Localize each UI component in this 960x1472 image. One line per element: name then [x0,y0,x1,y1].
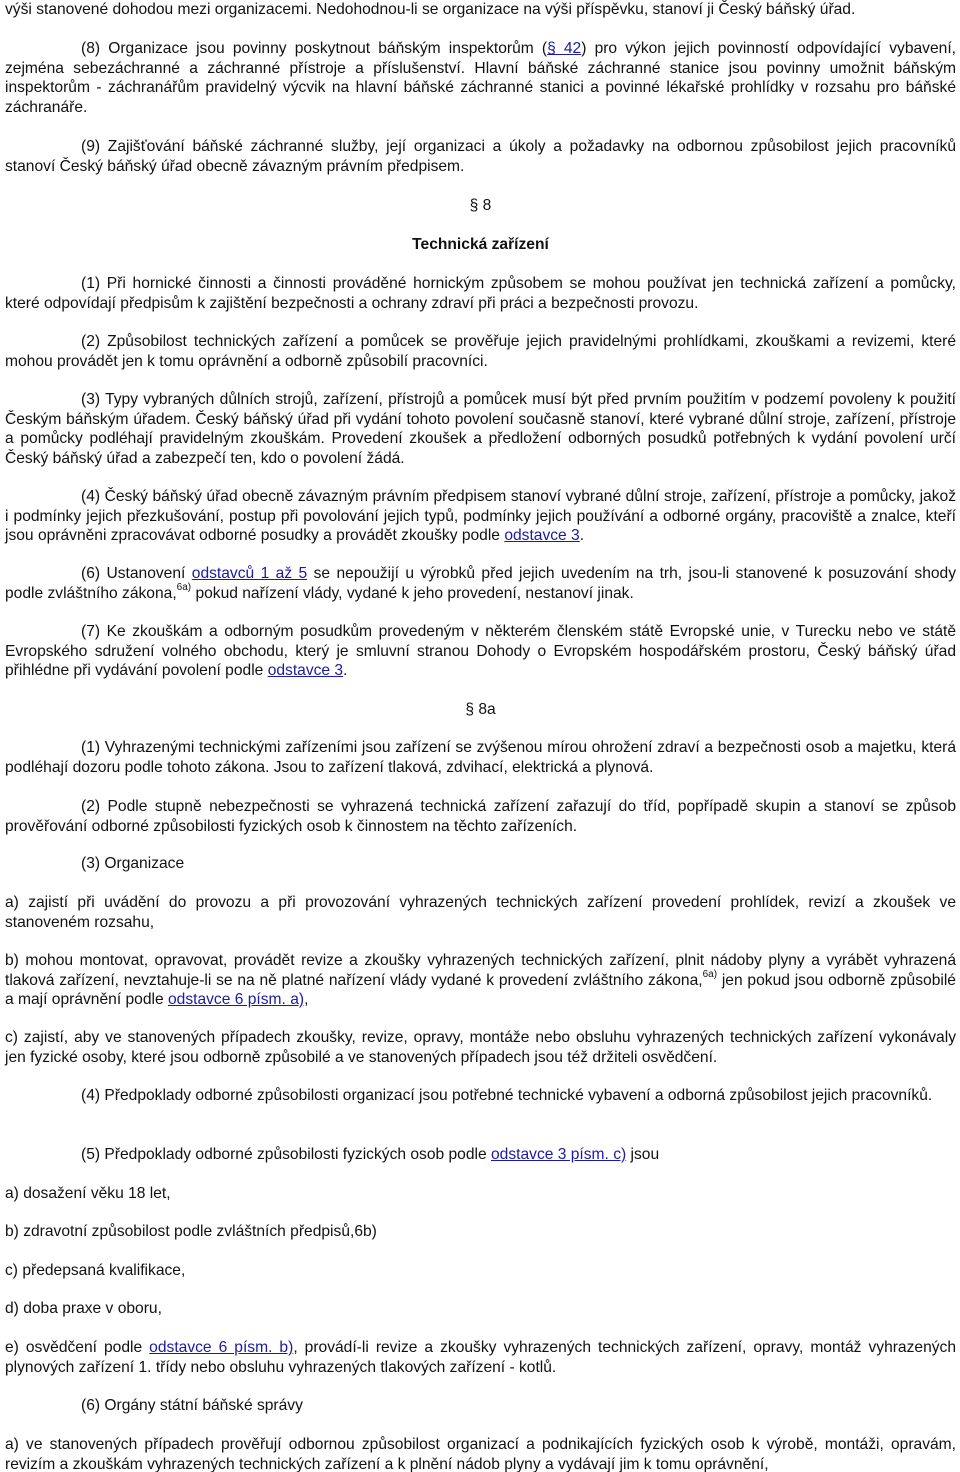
section-8a-number: § 8a [465,701,496,718]
sec8-paragraph-2: (2) Způsobilost technických zařízení a pomůcek se prověřuje jejich pravidelnými prohlídkami, zkouškami a revizemi, které mohou provádět jen k tomu oprávnění a odborně způsobilí pracovníci. [5,333,956,370]
sec8a-odstavce-6b-link[interactable]: odstavce 6 písm. b) [149,1339,294,1356]
sec8a-paragraph-5: (5) Předpoklady odborné způsobilosti fyzických osob podle odstavce 3 písm. c) jsou [81,1146,660,1163]
footnote-ref-6a: 6a) [176,582,192,594]
sec8a-paragraph-4: (4) Předpoklady odborné způsobilosti organizací jsou potřebné technické vybavení a odborná způsobilost jejich pracovníků. [81,1087,933,1104]
section-8-title: Technická zařízení [412,236,549,253]
sec8a-p3-item-b: b) mohou montovat, opravovat, provádět revize a zkoušky vyhrazených technických zařízení, plnit nádoby plyny a vyrábět vyhrazená tlaková zařízení, nevztahuje-li se na ně platné nařízení vlády vydané k provedení zvláštního zákona,$^{6a)}$ jen pokud jsou odborně způsobilé a mají oprávnění podle odstavce 6 písm. a), [5,952,956,1008]
sec8-paragraph-4: (4) Český báňský úřad obecně závazným právním předpisem stanoví vybrané důlní stroje, zařízení, přístroje a pomůcky, jakož i podmínky jejich přezkušování, postup při povolování jejich typů, podmínky jejich používání a odborné orgány, pracoviště a znalce, kteří jsou oprávněni zpracovávat odborné posudky a provádět zkoušky podle odstavce 3. [5,488,956,544]
paragraph-9: (9) Zajišťování báňské záchranné služby, její organizaci a úkoly a požadavky na odbornou způsobilost jejich pracovníků stanoví Český báňský úřad obecně závazným právním předpisem. [5,138,956,175]
sec8a-p3-item-c: c) zajistí, aby ve stanovených případech zkoušky, revize, opravy, montáže nebo obsluhu vyhrazených technických zařízení vykonávaly jen fyzické osoby, které jsou odborně způsobilé a ve stanovených případech jsou též držiteli osvědčení. [5,1029,956,1066]
sec8-p4-odstavce-3-link[interactable]: odstavce 3 [504,527,580,544]
footnote-ref-6a-2: 6a) [702,969,718,981]
sec8a-odstavce-6a-link[interactable]: odstavce 6 písm. a) [167,991,305,1008]
sec8a-paragraph-6-intro: (6) Orgány státní báňské správy [81,1397,303,1414]
sec8a-p6-item-a: a) ve stanovených případech prověřují odbornou způsobilost organizací a podnikajících fyzických osob k výrobě, montáži, opravám, revizím a zkouškám vyhrazených technických zařízení a k plnění nádob plyny a vydávají jim k tomu oprávnění, [5,1436,956,1472]
section-42-link[interactable]: § 42 [547,40,582,57]
sec8a-odstavce-3c-link[interactable]: odstavce 3 písm. c) [491,1146,627,1163]
sec8a-p5-item-e: e) osvědčení podle odstavce 6 písm. b), provádí-li revize a zkoušky vyhrazených technických zařízení, opravy, montáž vyhrazených plynových zařízení 1. třídy nebo obsluhu vyhrazených tlakových zařízení - kotlů. [5,1339,957,1376]
sec8a-paragraph-1: (1) Vyhrazenými technickými zařízeními jsou zařízení se zvýšenou mírou ohrožení zdraví a bezpečnosti osob a majetku, která podléhají dozoru podle tohoto zákona. Jsou to zařízení tlaková, zdvihací, elektrická a plynová. [5,739,956,776]
sec8a-p5-item-b: b) zdravotní způsobilost podle zvláštních předpisů,6b) [5,1223,377,1240]
sec8-paragraph-6: (6) Ustanovení odstavců 1 až 5 se nepoužijí u výrobků před jejich uvedením na trh, jsou-li stanovené k posuzování shody podle zvláštního zákona,$^{6a)}$ pokud nařízení vlády, vydané k jeho provedení, nestanoví jinak. [5,565,957,602]
sec8-p7-odstavce-3-link[interactable]: odstavce 3 [267,662,344,679]
sec8-p6-odstavcu-1-5-link[interactable]: odstavců 1 až 5 [191,565,308,582]
paragraph-8: (8) Organizace jsou povinny poskytnout báňským inspektorům (§ 42) pro výkon jejich povinností odpovídající vybavení, zejména sebezáchranné a záchranné přístroje a příslušenství. Hlavní báňské záchranné stanice jsou povinny umožnit báňským inspektorům - záchranářům pravidelný výcvik na hlavní báňské záchranné stanici a povinné lékařské prohlídky v rozsahu pro báňské záchranáře. [5,40,956,116]
sec8-paragraph-3: (3) Typy vybraných důlních strojů, zařízení, přístrojů a pomůcek musí být před prvním použitím v podzemí povoleny k použití Českým báňským úřadem. Český báňský úřad při vydání tohoto povolení současně stanoví, které vybrané důlní stroje, zařízení, přístroje a pomůcky podléhají pravidelným zkouškám. Provedení zkoušek a předložení odborných posudků potřebných k vydání povolení určí Český báňský úřad a zabezpečí ten, kdo o povolení žádá. [5,391,956,467]
section-8-number: § 8 [469,197,492,214]
sec8a-p5-item-c: c) předepsaná kvalifikace, [5,1262,186,1279]
sec8a-p3-item-a: a) zajistí při uvádění do provozu a při provozování vyhrazených technických zařízení provedení prohlídek, revizí a zkoušek ve stanoveném rozsahu, [5,894,956,931]
sec8a-p5-item-d: d) doba praxe v oboru, [5,1300,162,1317]
sec8a-paragraph-2: (2) Podle stupně nebezpečnosti se vyhrazená technická zařízení zařazují do tříd, popřípadě skupin a stanoví se způsob prověřování odborné způsobilosti fyzických osob k činnostem na těchto zařízeních. [5,798,956,835]
sec8-paragraph-1: (1) Při hornické činnosti a činnosti prováděné hornickým způsobem se mohou používat jen technická zařízení a pomůcky, které odpovídají předpisům k zajištění bezpečnosti a ochrany zdraví při práci a bezpečnosti provozu. [5,275,956,312]
sec8a-paragraph-3-intro: (3) Organizace [81,855,185,872]
paragraph-top: výši stanovené dohodou mezi organizacemi. Nedohodnou-li se organizace na výši příspěvku, stanoví ji Český báňský úřad. [5,1,856,18]
sec8-paragraph-7: (7) Ke zkouškám a odborným posudkům provedeným v některém členském státě Evropské unie, v Turecku nebo ve státě Evropského sdružení volného obchodu, který je smluvní stranou Dohody o Evropském hospodářském prostoru, Český báňský úřad přihlédne při vydávání povolení podle odstavce 3. [5,623,956,679]
sec8a-p5-item-a: a) dosažení věku 18 let, [5,1185,171,1202]
